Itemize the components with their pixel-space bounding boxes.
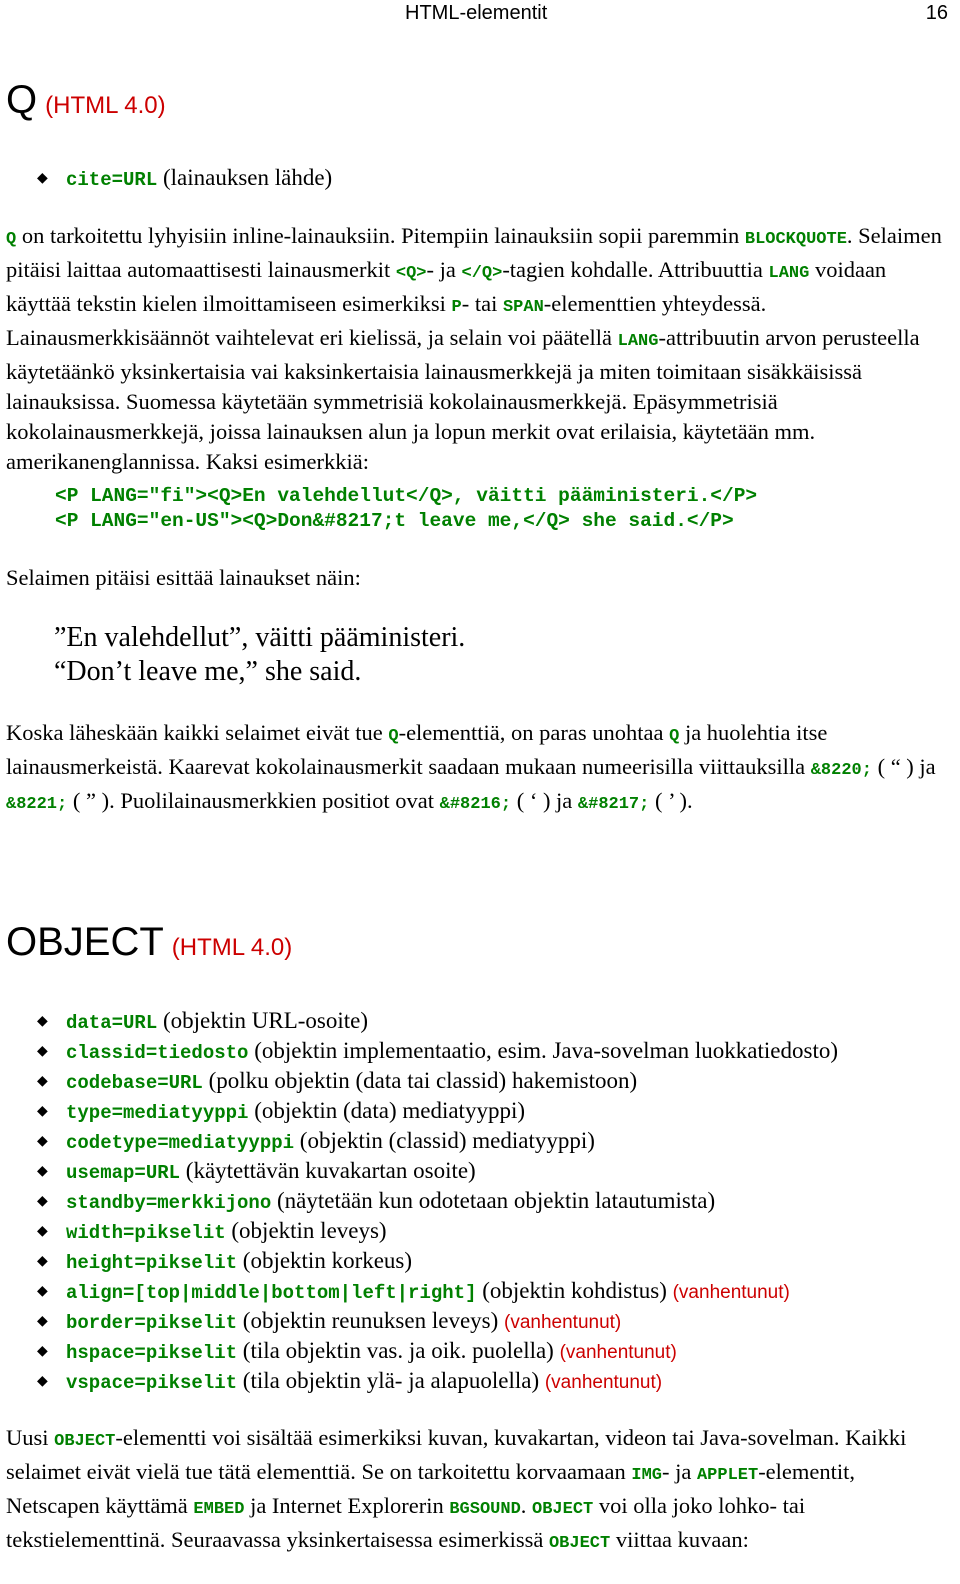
attribute-item <box>0 1306 960 1336</box>
text-run: . Selaimen pitäisi laittaa automaattisesti lainausmerkit <box>6 223 942 282</box>
attribute-description: (käytettävän kuvakartan osoite) <box>185 1158 476 1183</box>
inline-code: EMBED <box>193 1500 245 1519</box>
inline-code: LANG <box>617 332 659 351</box>
attribute-item <box>0 1036 960 1066</box>
text-run: ( ‘ ) ja <box>511 788 578 813</box>
text-run: -tagien kohdalle. Attribuuttia <box>502 257 769 282</box>
diamond-bullet-icon: ◆ <box>37 1313 48 1329</box>
text-run: -elementtien yhteydessä. Lainausmerkkisäännöt vaihtelevat eri kielissä, ja selain voi päätellä <box>6 291 767 350</box>
attribute-code: type=mediatyyppi <box>66 1102 249 1124</box>
page-header <box>0 0 960 28</box>
render-intro-paragraph: Selaimen pitäisi esittää lainaukset näin: <box>6 565 361 590</box>
attribute-description: (näytetään kun odotetaan objektin latautumista) <box>276 1188 716 1213</box>
attribute-item <box>0 1156 960 1186</box>
code-example <box>55 484 757 534</box>
q-description-paragraph <box>6 221 954 477</box>
inline-code: &#8217; <box>577 795 650 814</box>
inline-code: IMG <box>631 1466 662 1485</box>
text-run: ( “ ) ja <box>871 754 936 779</box>
text-run: -attribuutin arvon perusteella käytetäänkö yksinkertaisia vai kaksinkertaisia lainausmerkkejä ja miten toimitaan sisäkkäisissä lainauksissa. Suomessa käytetään symmetrisiä kokolainausmerkkejä. Epäsymmetrisiä kokolainausmerkkejä, joissa lainauksen alun ja lopun merkit ovat erilaisia, käytetään mm. amerikanenglannissa. Kaksi esimerkkiä: <box>6 325 920 474</box>
inline-code: OBJECT <box>54 1432 116 1451</box>
attribute-description: (objektin leveys) <box>231 1218 387 1243</box>
inline-code: OBJECT <box>532 1500 594 1519</box>
text-run: -elementti voi sisältää esimerkiksi kuvan, kuvakartan, videon tai Java-sovelman. Kaikki selaimet eivät vielä tue tätä elementtiä. Se on tarkoitettu korvaamaan <box>6 1425 907 1484</box>
q-attribute-list <box>0 163 960 193</box>
text-run: ( ’ ). <box>649 788 693 813</box>
attribute-item <box>0 1336 960 1366</box>
attribute-item <box>0 1096 960 1126</box>
inline-code: BLOCKQUOTE <box>744 230 847 249</box>
attribute-code: standby=merkkijono <box>66 1192 272 1214</box>
text-run: . <box>520 1493 533 1518</box>
inline-code: OBJECT <box>548 1534 611 1553</box>
text-run: viittaa kuvaan: <box>610 1527 749 1552</box>
section-heading-object <box>6 920 292 970</box>
attribute-description: (tila objektin ylä- ja alapuolella) <box>242 1368 540 1393</box>
text-run: - ja <box>426 257 462 282</box>
diamond-bullet-icon: ◆ <box>37 1253 48 1269</box>
inline-code: Q <box>388 727 399 746</box>
version-label: (HTML 4.0) <box>171 934 293 961</box>
deprecated-label: (vanhentunut) <box>544 1372 663 1393</box>
object-description-paragraph <box>6 1423 954 1559</box>
diamond-bullet-icon: ◆ <box>37 1193 48 1209</box>
diamond-bullet-icon: ◆ <box>37 1373 48 1389</box>
attribute-code: width=pikselit <box>66 1222 226 1244</box>
text-run: -elementit, Netscapen käyttämä <box>6 1459 856 1518</box>
attribute-item <box>0 1006 960 1036</box>
text-run: ja huolehtia itse lainausmerkeistä. Kaarevat kokolainausmerkit saadaan mukaan numeerisilla viittauksilla <box>6 720 828 779</box>
inline-code: SPAN <box>502 298 544 317</box>
text-run: ( ” ). Puolilainausmerkkien positiot ovat <box>67 788 440 813</box>
attribute-description: (lainauksen lähde) <box>162 165 333 190</box>
inline-code: BGSOUND <box>449 1500 521 1519</box>
section-title: Q <box>6 78 38 122</box>
object-attribute-list <box>0 1006 960 1396</box>
deprecated-label: (vanhentunut) <box>504 1312 622 1333</box>
text-run: ja Internet Explorerin <box>244 1493 450 1518</box>
section-heading-q <box>6 78 166 128</box>
deprecated-label: (vanhentunut) <box>559 1342 677 1363</box>
attribute-description: (objektin kohdistus) <box>482 1278 667 1303</box>
attribute-code: cite=URL <box>66 169 158 191</box>
code-line: <P LANG="en-US"><Q>Don&#8217;t leave me,</Q> she said.</P> <box>55 510 734 532</box>
text-run: Uusi <box>6 1425 55 1450</box>
rendered-quote-line: “Don’t leave me,” she said. <box>54 656 362 687</box>
page-number: 16 <box>925 2 948 24</box>
inline-code: <Q> <box>395 264 427 283</box>
diamond-bullet-icon: ◆ <box>37 1283 48 1299</box>
attribute-code: height=pikselit <box>66 1252 238 1274</box>
attribute-item <box>0 1126 960 1156</box>
attribute-code: codetype=mediatyyppi <box>66 1132 295 1154</box>
attribute-description: (objektin (classid) mediatyyppi) <box>299 1128 595 1153</box>
attribute-description: (objektin reunuksen leveys) <box>242 1308 499 1333</box>
inline-code: </Q> <box>461 264 503 283</box>
rendered-quote-line: ”En valehdellut”, väitti pääministeri. <box>54 622 466 653</box>
inline-code: &8220; <box>810 761 872 780</box>
attribute-item <box>0 1246 960 1276</box>
inline-code: LANG <box>768 264 810 283</box>
deprecated-label: (vanhentunut) <box>672 1282 790 1303</box>
text-run: voidaan käyttää tekstin kielen ilmoittamiseen esimerkiksi <box>6 257 887 316</box>
inline-code: Q <box>669 727 680 746</box>
inline-code: APPLET <box>696 1466 759 1485</box>
attribute-item <box>0 1216 960 1246</box>
diamond-bullet-icon: ◆ <box>37 1103 48 1119</box>
attribute-code: classid=tiedosto <box>66 1042 249 1064</box>
attribute-code: usemap=URL <box>66 1162 181 1184</box>
rendered-quote-example <box>54 621 465 689</box>
attribute-code: codebase=URL <box>66 1072 203 1094</box>
diamond-bullet-icon: ◆ <box>37 1073 48 1089</box>
attribute-code: align=[top|middle|bottom|left|right] <box>66 1282 477 1304</box>
code-line: <P LANG="fi"><Q>En valehdellut</Q>, väitti pääministeri.</P> <box>55 485 758 507</box>
text-run: Koska läheskään kaikki selaimet eivät tue <box>6 720 389 745</box>
attribute-code: vspace=pikselit <box>66 1372 238 1394</box>
quote-entities-paragraph <box>6 718 954 820</box>
attribute-code: border=pikselit <box>66 1312 238 1334</box>
inline-code: P <box>451 298 462 317</box>
text-run: - tai <box>461 291 503 316</box>
attribute-description: (objektin (data) mediatyyppi) <box>254 1098 525 1123</box>
diamond-bullet-icon: ◆ <box>37 1343 48 1359</box>
running-title: HTML-elementit <box>405 2 548 24</box>
attribute-description: (objektin korkeus) <box>242 1248 413 1273</box>
diamond-bullet-icon: ◆ <box>37 1223 48 1239</box>
diamond-bullet-icon: ◆ <box>37 170 48 186</box>
attribute-item <box>0 163 960 193</box>
attribute-description: (objektin URL-osoite) <box>162 1008 369 1033</box>
diamond-bullet-icon: ◆ <box>37 1013 48 1029</box>
inline-code: &#8216; <box>439 795 512 814</box>
attribute-item <box>0 1276 960 1306</box>
attribute-item <box>0 1366 960 1396</box>
attribute-description: (objektin implementaatio, esim. Java-sovelman luokkatiedosto) <box>254 1038 838 1063</box>
inline-code: Q <box>6 230 17 249</box>
text-run: on tarkoitettu lyhyisiin inline-lainauksiin. Pitempiin lainauksiin sopii paremmin <box>16 223 745 248</box>
version-label: (HTML 4.0) <box>45 92 166 119</box>
text-run: -elementtiä, on paras unohtaa <box>398 720 670 745</box>
diamond-bullet-icon: ◆ <box>37 1163 48 1179</box>
inline-code: &8221; <box>6 795 68 814</box>
attribute-item <box>0 1066 960 1096</box>
section-title: OBJECT <box>6 920 164 964</box>
diamond-bullet-icon: ◆ <box>37 1043 48 1059</box>
attribute-code: data=URL <box>66 1012 158 1034</box>
attribute-description: (polku objektin (data tai classid) hakemistoon) <box>208 1068 638 1093</box>
attribute-item <box>0 1186 960 1216</box>
attribute-code: hspace=pikselit <box>66 1342 238 1364</box>
text-run: voi olla joko lohko- tai tekstielementtinä. Seuraavassa yksinkertaisessa esimerkissä <box>6 1493 806 1552</box>
diamond-bullet-icon: ◆ <box>37 1133 48 1149</box>
attribute-description: (tila objektin vas. ja oik. puolella) <box>242 1338 554 1363</box>
text-run: - ja <box>661 1459 697 1484</box>
